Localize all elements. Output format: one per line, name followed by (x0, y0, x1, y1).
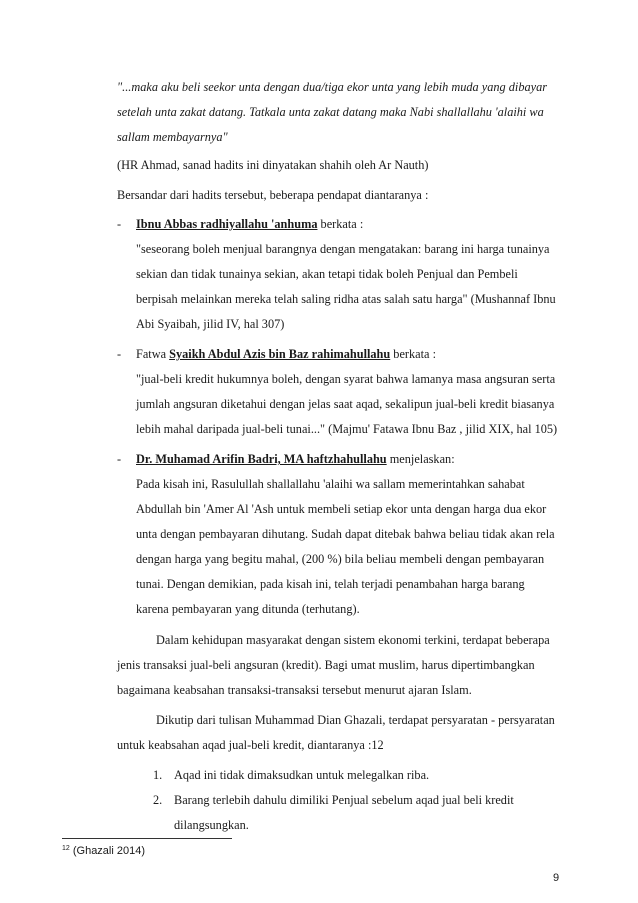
opinion-line: sekian dan tidak tunainya sekian, akan tetapi tidak boleh Penjual dan Pembeli (136, 267, 518, 281)
opinion-author: Ibnu Abbas radhiyallahu 'anhuma (136, 217, 318, 231)
opinion-line: Pada kisah ini, Rasulullah shallallahu 'alaihi wa sallam memerintahkan sahabat (136, 477, 525, 491)
quote-line: setelah unta zakat datang. Tatkala unta zakat datang maka Nabi shallallahu 'alaihi wa (117, 105, 544, 119)
list-item: dilangsungkan. (174, 818, 249, 832)
opinion-heading (136, 342, 436, 367)
opinion-line: lebih mahal daripada jual-beli tunai..." (Majmu' Fatawa Ibnu Baz , jilid XIX, hal 105) (136, 422, 558, 436)
opinion-author: Syaikh Abdul Azis bin Baz rahimahullahu (169, 347, 391, 361)
opinion-line: karena pembayaran yang ditunda (terhutang). (136, 602, 360, 616)
opinion-line: berpisah melainkan mereka telah saling ridha atas salah satu harga" (Mushannaf Ibnu (136, 292, 556, 306)
footnote-text: (Ghazali 2014) (69, 845, 146, 857)
quote-line: sallam membayarnya" (117, 130, 228, 144)
paragraph-line: Dalam kehidupan masyarakat dengan sistem ekonomi terkini, terdapat beberapa (156, 633, 550, 647)
bullet-dash: - (117, 452, 122, 466)
paragraph-line: Dikutip dari tulisan Muhammad Dian Ghazali, terdapat persyaratan - persyaratan (156, 713, 555, 727)
list-item: Barang terlebih dahulu dimiliki Penjual sebelum aqad jual beli kredit (174, 793, 514, 807)
opinion-line: "jual-beli kredit hukumnya boleh, dengan syarat bahwa lamanya masa angsuran serta (136, 372, 556, 386)
hadith-source: (HR Ahmad, sanad hadits ini dinyatakan shahih oleh Ar Nauth) (117, 158, 429, 172)
opinion-verb: menjelaskan: (386, 452, 455, 466)
footnote-mark: 12 (62, 845, 70, 852)
list-item: Aqad ini tidak dimaksudkan untuk melegalkan riba. (174, 768, 430, 782)
opinion-author: Dr. Muhamad Arifin Badri, MA haftzhahullahu (136, 452, 387, 466)
paragraph-line: bagaimana keabsahan transaksi-transaksi tersebut menurut ajaran Islam. (117, 683, 472, 697)
opinion-line: unta dengan pembayaran dihutang. Sudah dapat ditebak bahwa beliau tidak akan rela (136, 527, 555, 541)
opinion-verb: berkata : (317, 217, 364, 231)
opinion-line: dengan harga yang begitu mahal, (200 %) bila beliau membeli dengan pembayaran (136, 552, 545, 566)
opinion-verb: berkata : (390, 347, 436, 361)
bullet-dash: - (117, 217, 122, 231)
page-number: 9 (553, 872, 560, 884)
opinion-line: Abdullah bin 'Amer Al 'Ash untuk membeli setiap ekor unta dengan harga dua ekor (136, 502, 547, 516)
footnote-separator (62, 838, 232, 839)
footnote (62, 845, 145, 857)
opinion-heading (136, 212, 363, 237)
opinion-line: jumlah angsuran diketahui dengan jelas saat aqad, sekalipun jual-beli kredit biasanya (136, 397, 555, 411)
bullet-dash: - (117, 347, 122, 361)
opinion-line: "seseorang boleh menjual barangnya dengan mengatakan: barang ini harga tunainya (136, 242, 550, 256)
opinion-line: tunai. Dengan demikian, pada kisah ini, telah terjadi penambahan harga barang (136, 577, 525, 591)
paragraph-line: untuk keabsahan aqad jual-beli kredit, diantaranya :12 (117, 738, 384, 752)
opinion-prefix: Fatwa (136, 347, 170, 361)
quote-line: "...maka aku beli seekor unta dengan dua/tiga ekor unta yang lebih muda yang dibayar (117, 80, 548, 94)
paragraph-line: jenis transaksi jual-beli angsuran (kredit). Bagi umat muslim, harus dipertimbangkan (117, 658, 535, 672)
list-number: 2. (153, 793, 163, 807)
opinion-heading (136, 447, 455, 472)
list-number: 1. (153, 768, 163, 782)
intro-text: Bersandar dari hadits tersebut, beberapa pendapat diantaranya : (117, 188, 429, 202)
opinion-line: Abi Syaibah, jilid IV, hal 307) (136, 317, 285, 331)
